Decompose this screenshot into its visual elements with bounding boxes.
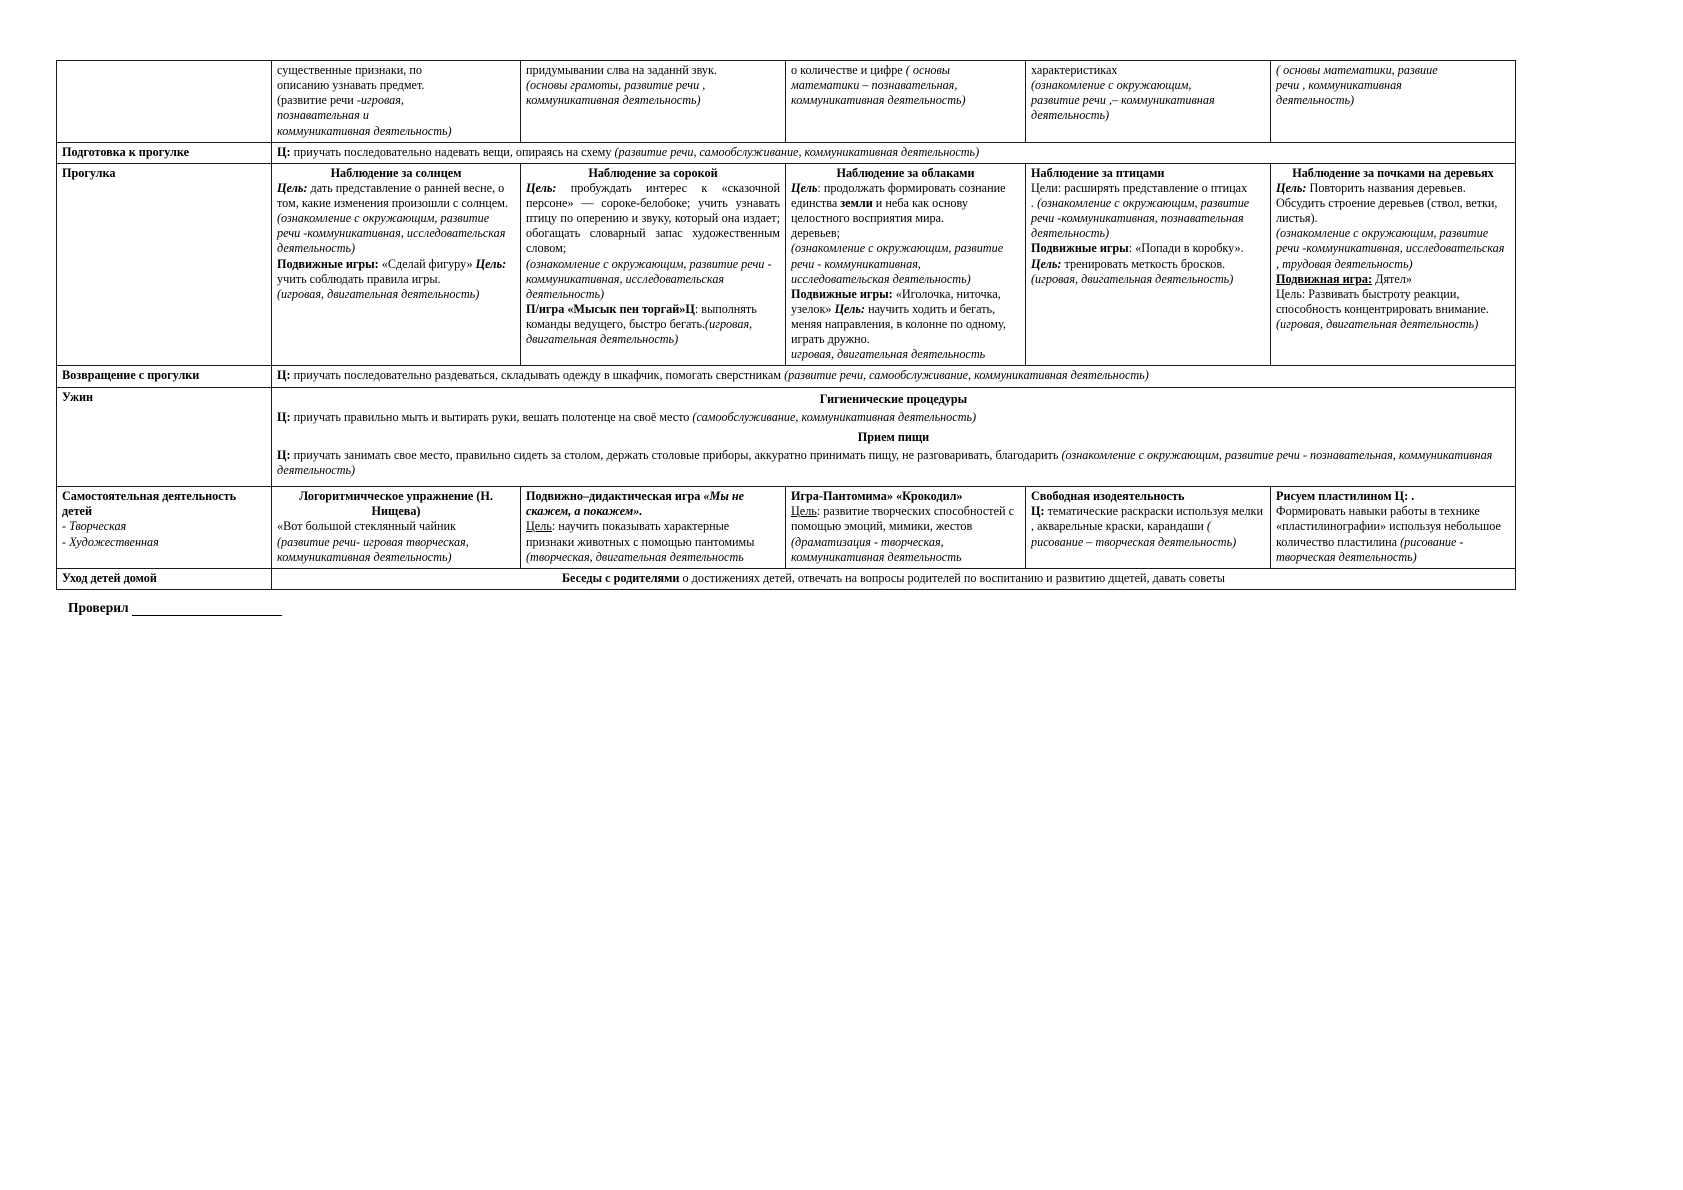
goal-text: Повторить названия деревьев. Обсудить строение деревьев (ствол, ветки, листья). — [1276, 180, 1498, 226]
activities-note: (ознакомление с окружающим, развитие речи - коммуникативная, исследовательская деятельность) — [791, 241, 1004, 286]
goal-text: : продолжать формировать сознание единства — [791, 180, 1006, 210]
row-label-going-home: Уход детей домой — [57, 568, 272, 589]
table-row — [57, 487, 1516, 569]
meal-heading: Прием пищи — [857, 429, 930, 444]
row-label-text: Самостоятельная деятельность детей — [62, 489, 237, 519]
text-line: коммуникативная деятельность) — [277, 123, 452, 138]
text-line — [277, 93, 515, 108]
goal-label: Цель: — [1031, 256, 1062, 271]
text-line: коммуникативная деятельность) — [791, 93, 966, 108]
text-line: (основы грамоты, развитие речи , — [526, 78, 706, 93]
text-fragment: (развитие речи - — [277, 93, 361, 108]
activities-note: ( рисование – творческая деятельность) — [1031, 519, 1237, 549]
goal-paragraph — [526, 181, 780, 257]
game-name: : «Попади в коробку». — [1128, 241, 1244, 256]
game-label: Подвижные игры — [1031, 241, 1129, 256]
text-line: (ознакомление с окружающим, — [1031, 78, 1192, 93]
table-row — [57, 387, 1516, 487]
goal-text: приучать занимать свое место, правильно сидеть за столом, держать столовые приборы, аккуратно принимать пищу, не разговаривать, благодарить — [290, 447, 1062, 462]
activity-goal — [1031, 504, 1265, 549]
row-label-preparation: Подготовка к прогулке — [57, 142, 272, 163]
game-paragraph — [1276, 272, 1510, 287]
activity-title — [526, 489, 780, 519]
game-label: Подвижные игры: — [791, 286, 893, 301]
activity-goal — [526, 519, 780, 564]
text-line: деятельность) — [1276, 93, 1355, 108]
goal-text: научить ходить и бегать, меняя направления, в колонне по одному, играть дружно. — [791, 301, 1006, 347]
text-line — [791, 63, 1020, 78]
goal-activities: (развитие речи, самообслуживание, коммуникативная деятельность) — [614, 144, 980, 159]
activities-note: (драматизация - творческая, коммуникативная деятельность — [791, 534, 962, 564]
cell-walk-clouds — [786, 163, 1026, 366]
row-label-independent — [57, 487, 272, 569]
cell-continuation-3 — [786, 61, 1026, 143]
activity-goal — [1276, 504, 1510, 565]
table-row — [57, 366, 1516, 387]
goal-prefix: Ц: — [277, 144, 291, 159]
activity-title-text: Подвижно–дидактическая игра — [526, 489, 704, 504]
text-line: развитие речи ,– коммуникативная — [1031, 93, 1215, 108]
activities-note: игровая, двигательная деятельность — [791, 347, 986, 362]
goal-text: : развитие творческих способностей с помощью эмоций, мимики, жестов — [791, 504, 1014, 534]
goal-text: учить соблюдать правила игры. — [277, 271, 441, 286]
hygiene-heading: Гигиенические процедуры — [819, 391, 968, 406]
goal-paragraph — [1276, 181, 1510, 226]
table-row — [57, 142, 1516, 163]
activities-note: (ознакомление с окружающим, развитие речи - коммуникативная, исследовательская деятельность) — [526, 256, 772, 301]
daily-plan-table — [56, 60, 1516, 590]
cell-walk-buds — [1271, 163, 1516, 366]
extra-note: деревьев; — [791, 226, 840, 241]
activities-note: (ознакомление с окружающим, развитие речи -коммуникативная, исследовательская , трудовая деятельность) — [1276, 226, 1505, 271]
observation-title: Наблюдение за птицами — [1031, 165, 1165, 180]
text-line: деятельность) — [1031, 108, 1110, 123]
cell-going-home-text — [272, 568, 1516, 589]
table-row — [57, 568, 1516, 589]
goal-label: Цель: — [475, 256, 507, 271]
goal-prefix: Ц: — [1031, 504, 1045, 519]
goal-text-cont: и неба как основу целостного восприятия мира. — [791, 196, 968, 226]
row-label-return: Возвращение с прогулки — [57, 366, 272, 387]
cell-continuation-5 — [1271, 61, 1516, 143]
table-row — [57, 163, 1516, 366]
text-line: коммуникативная деятельность) — [526, 93, 701, 108]
goal-text: Формировать навыки работы в технике «пластилинографии» используя небольшое количество пластилина — [1276, 504, 1501, 549]
game-name: «Сделай фигуру» — [378, 256, 476, 271]
game-name: Дятел» — [1372, 271, 1412, 286]
activities-note: (игровая, двигательная деятельность) — [1031, 271, 1234, 286]
row-label-sub-artistic: - Художественная — [62, 534, 159, 549]
goal-label: Цель: — [834, 301, 866, 316]
goal-paragraph-2: Цель: Развивать быстроту реакции, способность концентрировать внимание. — [1276, 286, 1489, 316]
activity-goal — [791, 504, 1020, 534]
text-line: речи , коммуникативная — [1276, 78, 1402, 93]
hygiene-paragraph — [277, 410, 1510, 425]
conversations-text: о достижениях детей, отвечать на вопросы родителей по воспитанию и развитию дщетей, давать советы — [679, 570, 1225, 585]
game-text: : выполнять команды ведущего, быстро бегать. — [526, 301, 757, 331]
activity-title-game: «Мы не скажем, а покажем». — [526, 489, 745, 519]
row-label-sub-creative: - Творческая — [62, 519, 127, 534]
cell-independent-plasticine — [1271, 487, 1516, 569]
goal-activities: (развитие речи, самообслуживание, коммуникативная деятельность) — [784, 368, 1149, 383]
emphasis-word: земли — [840, 196, 873, 210]
goal-prefix: Ц: — [277, 409, 291, 424]
cell-supper-text — [272, 387, 1516, 487]
goal-label: Цель: — [1276, 180, 1307, 195]
table-row — [57, 61, 1516, 143]
checked-by-label: Проверил — [68, 599, 129, 615]
cell-independent-pantomime — [786, 487, 1026, 569]
game-paragraph — [526, 302, 780, 347]
cell-independent-free-art — [1026, 487, 1271, 569]
game-label: Подвижные игры: — [277, 256, 379, 271]
activity-text: «Вот большой стеклянный чайник — [277, 519, 456, 534]
observation-title: Наблюдение за облаками — [836, 165, 975, 180]
text-line: познавательная и — [277, 108, 369, 123]
game-paragraph — [277, 257, 515, 287]
cell-walk-birds — [1026, 163, 1271, 366]
activities-note: (игровая, двигательная деятельность) — [277, 286, 480, 301]
goal-activities: (самообслуживание, коммуникативная деятельность) — [692, 409, 977, 424]
cell-return-text — [272, 366, 1516, 387]
activities-note: . (ознакомление с окружающим, развитие речи -коммуникативная, познавательная деятельность) — [1031, 196, 1250, 241]
goal-text: приучать последовательно надевать вещи, опираясь на схему — [290, 144, 615, 159]
game-paragraph — [1031, 241, 1265, 256]
goal-paragraph — [791, 181, 1020, 226]
row-label-supper: Ужин — [57, 387, 272, 487]
goal-prefix: Ц: — [277, 368, 291, 383]
goal-text: : научить показывать характерные признаки животных с помощью пантомимы — [526, 519, 755, 549]
activity-title: Игра-Пантомима» «Крокодил» — [791, 489, 963, 504]
goal-prefix: Ц: — [277, 447, 291, 462]
signature-rule — [132, 602, 282, 616]
text-line: математики – познавательная, — [791, 78, 958, 93]
goal-paragraph: Цели: расширять представление о птицах — [1031, 180, 1248, 195]
cell-preparation-text — [272, 142, 1516, 163]
activities-note: (игровая, двигательная деятельность) — [1276, 317, 1479, 331]
activities-note: (рисование - творческая деятельность) — [1276, 534, 1464, 564]
activities-note: (творческая, двигательная деятельность — [526, 549, 744, 564]
goal-label: Цель: — [526, 180, 557, 195]
goal-activities: (ознакомление с окружающим, развитие речи - познавательная, коммуникативная деятельность) — [277, 447, 1493, 477]
game-label: Подвижная игра: — [1276, 271, 1373, 286]
goal-text: приучать правильно мыть и вытирать руки, вешать полотенце на своё место — [290, 409, 693, 424]
activity-title: Логоритмичческое упражнение (Н. Нищева) — [299, 489, 493, 519]
text-fragment-italic: ( основы — [905, 63, 951, 77]
cell-continuation-2 — [521, 61, 786, 143]
goal-label: Цель: — [277, 180, 308, 195]
activities-note: (развитие речи- игровая творческая, коммуникативная деятельность) — [277, 534, 469, 564]
goal-text: тематические раскраски используя мелки , акварельные краски, карандаши — [1031, 504, 1263, 534]
cell-continuation-1 — [272, 61, 521, 143]
game-name: «Иголочка, ниточка, узелок» — [791, 286, 1001, 316]
cell-continuation-4 — [1026, 61, 1271, 143]
row-label-continuation — [57, 61, 272, 143]
activity-title: Рисуем пластилином Ц: . — [1276, 489, 1415, 504]
observation-title: Наблюдение за почками на деревьях — [1292, 165, 1494, 180]
goal-text: приучать последовательно раздеваться, складывать одежду в шкафчик, помогать сверстникам — [290, 368, 785, 383]
goal-text: пробуждать интерес к «сказочной персоне» — сороке-белобоке; учить узнавать птицу по оперению и звуку, который она издает; обогащать словарный запас художественным словом; — [526, 180, 780, 256]
activity-title: Свободная изодеятельность — [1031, 489, 1185, 504]
text-line: ( основы математики, развиие — [1276, 63, 1438, 77]
observation-title: Наблюдение за солнцем — [330, 165, 462, 180]
text-fragment-italic: игровая, — [360, 93, 404, 108]
activities-note: (ознакомление с окружающим, развитие речи -коммуникативная, исследовательская деятельность) — [277, 211, 506, 256]
row-label-walk: Прогулка — [57, 163, 272, 366]
observation-title: Наблюдение за сорокой — [588, 165, 718, 180]
activities-note: (игровая, двигательная деятельность) — [526, 317, 753, 347]
text-line: существенные признаки, по — [277, 63, 422, 77]
game-paragraph — [791, 287, 1020, 348]
text-line: придумывании слва на заданнй звук. — [526, 63, 717, 77]
goal-paragraph — [277, 181, 515, 211]
game-label: П/игра «Мысык пен торгай»Ц — [526, 301, 695, 316]
goal-label: Цель — [791, 180, 818, 195]
cell-independent-logorhythmic — [272, 487, 521, 569]
goal-label: Цель — [791, 504, 817, 519]
checked-by-line — [68, 600, 1683, 616]
text-line: описанию узнавать предмет. — [277, 78, 425, 93]
goal-text: тренировать меткость бросков. — [1061, 256, 1226, 271]
goal-text: дать представление о ранней весне, о том, какие изменения произошли с солнцем. — [277, 180, 508, 210]
cell-walk-magpie — [521, 163, 786, 366]
text-line: характеристиках — [1031, 63, 1118, 77]
cell-walk-sun — [272, 163, 521, 366]
conversations-label: Беседы с родителями — [561, 570, 680, 585]
text-fragment: о количестве и цифре — [791, 63, 906, 77]
meal-paragraph — [277, 448, 1510, 478]
cell-independent-didactic — [521, 487, 786, 569]
goal-paragraph-2 — [1031, 257, 1265, 272]
goal-label: Цель — [526, 519, 552, 534]
